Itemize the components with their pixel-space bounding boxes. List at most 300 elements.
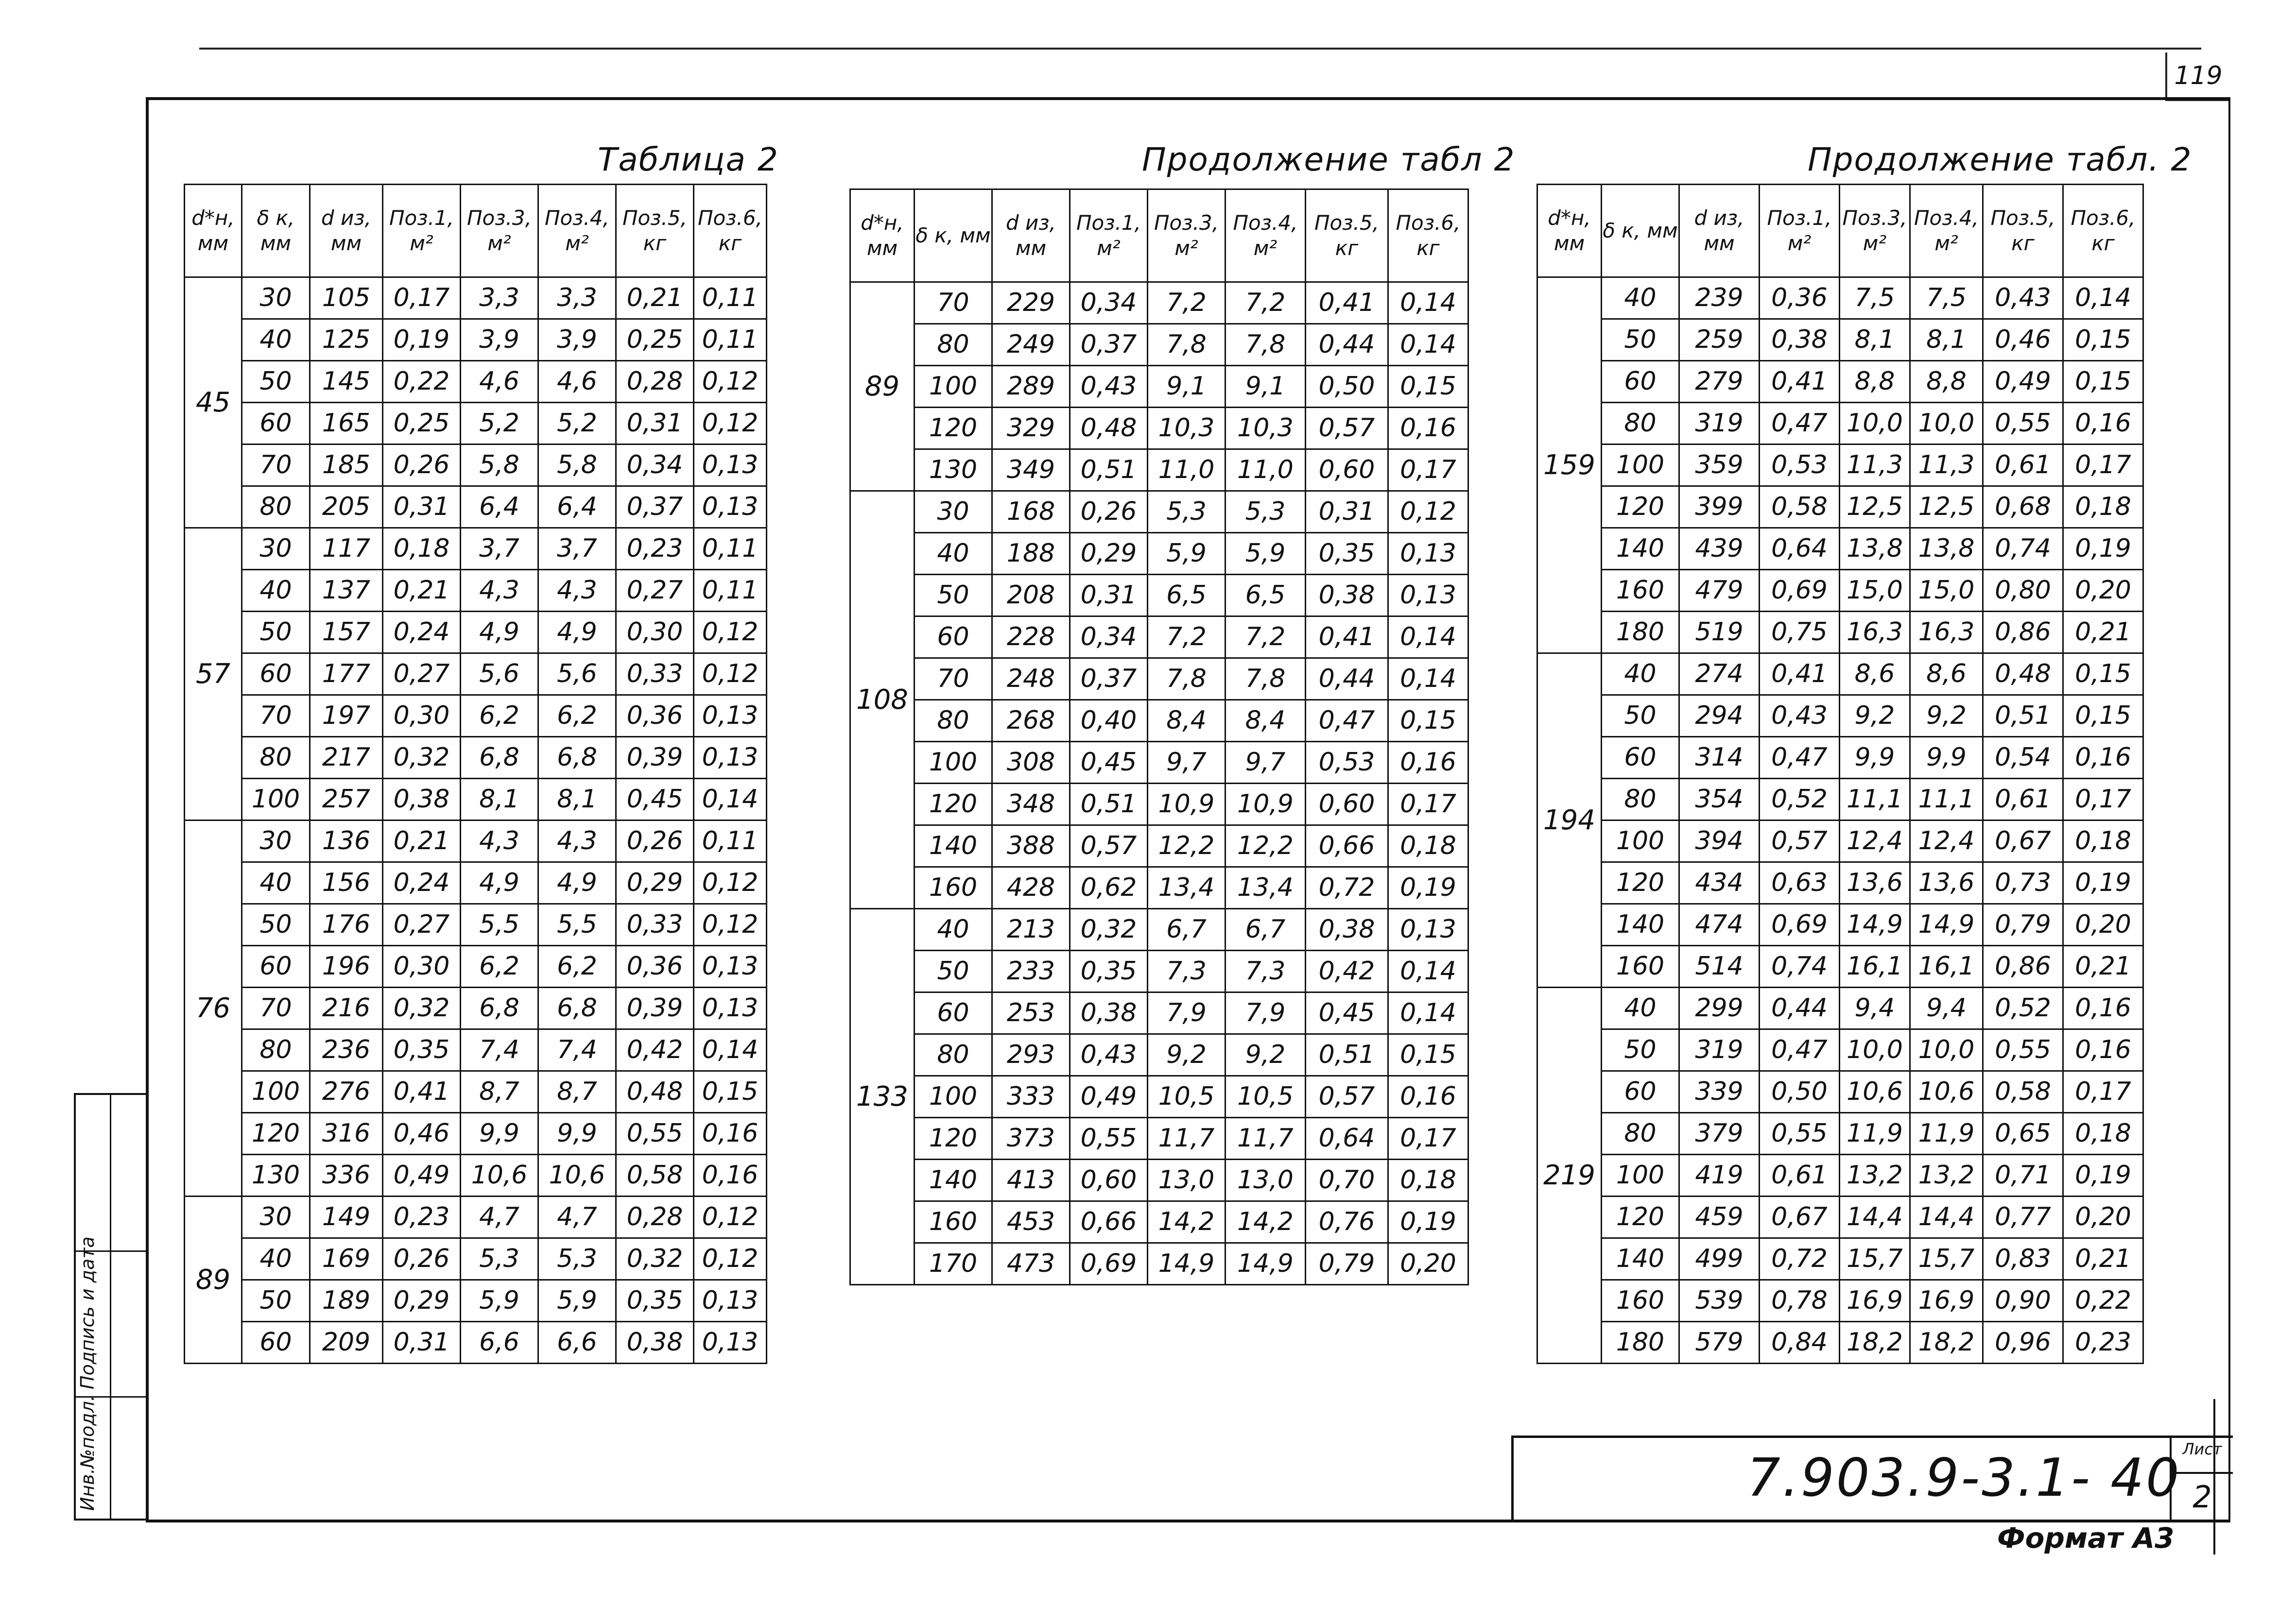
table-row	[850, 491, 1468, 533]
table-cell: 0,41	[383, 1071, 461, 1113]
table-cell: 0,48	[616, 1071, 694, 1113]
table-cell: 354	[1679, 779, 1760, 821]
table-cell: 0,19	[1388, 867, 1468, 909]
table-cell: 0,54	[1983, 737, 2063, 779]
table-cell: 0,45	[1070, 742, 1148, 784]
table-row	[850, 575, 1468, 616]
table-cell: 11,9	[1910, 1113, 1983, 1155]
table-cell: 279	[1679, 361, 1760, 403]
table-cell: 188	[992, 533, 1070, 575]
table-cell: 0,74	[1983, 528, 2063, 570]
table-cell: 316	[310, 1113, 383, 1155]
table-cell: 70	[915, 658, 992, 700]
table-cell: 80	[1602, 403, 1679, 444]
table-cell: 11,0	[1226, 449, 1306, 491]
table-cell: 213	[992, 909, 1070, 951]
table-cell: 0,17	[1388, 784, 1468, 825]
page-number: 119	[2165, 52, 2229, 101]
table-cell: 0,14	[1388, 658, 1468, 700]
table-cell: 0,70	[1306, 1160, 1388, 1201]
table-cell: 100	[1602, 444, 1679, 486]
table-cell: 5,5	[461, 904, 538, 946]
table-cell: 9,7	[1226, 742, 1306, 784]
table-row	[185, 1155, 767, 1197]
table-cell: 5,9	[1226, 533, 1306, 575]
table-cell: 0,23	[616, 528, 694, 570]
table-cell: 0,16	[694, 1155, 767, 1197]
pipe-diameter-cell: 89	[185, 1197, 242, 1364]
table-cell: 10,6	[1910, 1071, 1983, 1113]
table-cell: 10,5	[1148, 1076, 1226, 1118]
table-cell: 0,68	[1983, 486, 2063, 528]
table-cell: 7,8	[1148, 324, 1226, 366]
table-cell: 0,38	[616, 1322, 694, 1364]
table-cell: 0,20	[2063, 1197, 2143, 1238]
table-header-row	[1537, 185, 2143, 277]
table-cell: 5,3	[461, 1238, 538, 1280]
table-cell: 11,0	[1148, 449, 1226, 491]
table-cell: 12,5	[1840, 486, 1910, 528]
table-cell: 6,8	[461, 737, 538, 779]
table-cell: 0,17	[1388, 1118, 1468, 1160]
table-cell: 60	[242, 946, 310, 988]
table-cell: 14,9	[1910, 904, 1983, 946]
table-cell: 9,2	[1910, 695, 1983, 737]
column-header: d из, мм	[992, 189, 1070, 282]
table-row	[185, 612, 767, 653]
table-cell: 50	[1602, 319, 1679, 361]
table-cell: 169	[310, 1238, 383, 1280]
table-cell: 0,57	[1760, 821, 1840, 862]
table-cell: 233	[992, 951, 1070, 992]
table-cell: 9,2	[1148, 1034, 1226, 1076]
table-cell: 0,86	[1983, 946, 2063, 988]
table-cell: 0,51	[1070, 784, 1148, 825]
table-cell: 7,4	[538, 1029, 616, 1071]
pipe-diameter-cell: 159	[1537, 277, 1602, 653]
table-cell: 80	[915, 1034, 992, 1076]
table-cell: 9,7	[1148, 742, 1226, 784]
table-cell: 0,29	[616, 862, 694, 904]
table-cell: 6,4	[461, 486, 538, 528]
table-cell: 0,15	[1388, 366, 1468, 408]
table-cell: 0,13	[694, 695, 767, 737]
table-cell: 0,19	[2063, 528, 2143, 570]
table-cell: 156	[310, 862, 383, 904]
table-row	[850, 366, 1468, 408]
table-cell: 0,67	[1760, 1197, 1840, 1238]
table-cell: 10,3	[1148, 408, 1226, 449]
table-cell: 80	[242, 1029, 310, 1071]
table-cell: 0,36	[616, 695, 694, 737]
table-cell: 0,22	[2063, 1280, 2143, 1322]
table-cell: 13,0	[1226, 1160, 1306, 1201]
column-header: Поз.3, м²	[1148, 189, 1226, 282]
pipe-diameter-cell: 219	[1537, 988, 1602, 1364]
table-cell: 149	[310, 1197, 383, 1238]
table-cell: 0,96	[1983, 1322, 2063, 1364]
table-cell: 0,14	[1388, 616, 1468, 658]
table-cell: 453	[992, 1201, 1070, 1243]
table-cell: 7,2	[1148, 282, 1226, 324]
table-1-title: Таблица 2	[598, 141, 779, 178]
table-cell: 0,12	[694, 1197, 767, 1238]
table-cell: 319	[1679, 1029, 1760, 1071]
table-cell: 0,15	[694, 1071, 767, 1113]
table-row	[185, 403, 767, 444]
table-cell: 0,72	[1760, 1238, 1840, 1280]
table-cell: 8,4	[1148, 700, 1226, 742]
table-cell: 0,44	[1760, 988, 1840, 1029]
table-row	[185, 821, 767, 862]
table-cell: 0,36	[1760, 277, 1840, 319]
table-cell: 0,13	[694, 1322, 767, 1364]
table-cell: 70	[242, 988, 310, 1029]
table-cell: 0,77	[1983, 1197, 2063, 1238]
table-cell: 209	[310, 1322, 383, 1364]
table-cell: 60	[242, 1322, 310, 1364]
table-row	[185, 1113, 767, 1155]
table-cell: 0,60	[1306, 449, 1388, 491]
table-cell: 50	[915, 951, 992, 992]
table-cell: 499	[1679, 1238, 1760, 1280]
table-cell: 0,49	[383, 1155, 461, 1197]
table-row	[185, 862, 767, 904]
table-cell: 11,1	[1840, 779, 1910, 821]
table-cell: 299	[1679, 988, 1760, 1029]
table-row	[850, 1201, 1468, 1243]
column-header: Поз.6, кг	[2063, 185, 2143, 277]
table-row	[1537, 612, 2143, 653]
table-cell: 0,16	[2063, 1029, 2143, 1071]
table-cell: 80	[1602, 779, 1679, 821]
table-cell: 0,60	[1306, 784, 1388, 825]
table-cell: 5,9	[538, 1280, 616, 1322]
table-cell: 6,6	[461, 1322, 538, 1364]
table-cell: 0,43	[1983, 277, 2063, 319]
table-cell: 16,3	[1840, 612, 1910, 653]
column-header: Поз.6, кг	[694, 185, 767, 277]
table-cell: 514	[1679, 946, 1760, 988]
table-cell: 0,37	[616, 486, 694, 528]
table-row	[185, 528, 767, 570]
table-row	[850, 867, 1468, 909]
table-cell: 0,37	[1070, 658, 1148, 700]
table-cell: 40	[1602, 988, 1679, 1029]
table-cell: 10,9	[1148, 784, 1226, 825]
table-cell: 293	[992, 1034, 1070, 1076]
table-cell: 10,5	[1226, 1076, 1306, 1118]
table-cell: 13,0	[1148, 1160, 1226, 1201]
table-cell: 314	[1679, 737, 1760, 779]
table-cell: 0,31	[1306, 491, 1388, 533]
table-cell: 0,28	[616, 361, 694, 403]
table-cell: 3,3	[461, 277, 538, 319]
table-cell: 428	[992, 867, 1070, 909]
table-cell: 100	[1602, 821, 1679, 862]
table-row	[1537, 904, 2143, 946]
table-cell: 11,9	[1840, 1113, 1910, 1155]
table-cell: 0,18	[1388, 825, 1468, 867]
table-row	[185, 486, 767, 528]
table-header-row	[850, 189, 1468, 282]
table-cell: 0,14	[1388, 324, 1468, 366]
table-cell: 0,30	[616, 612, 694, 653]
table-cell: 14,4	[1910, 1197, 1983, 1238]
table-cell: 519	[1679, 612, 1760, 653]
column-header: Поз.3, м²	[461, 185, 538, 277]
table-cell: 13,6	[1840, 862, 1910, 904]
table-cell: 7,9	[1226, 992, 1306, 1034]
table-cell: 0,38	[1306, 909, 1388, 951]
table-cell: 0,51	[1983, 695, 2063, 737]
table-cell: 130	[242, 1155, 310, 1197]
table-cell: 120	[1602, 486, 1679, 528]
table-cell: 0,39	[616, 988, 694, 1029]
table-cell: 0,15	[2063, 653, 2143, 695]
table-cell: 5,3	[1226, 491, 1306, 533]
table-cell: 6,5	[1148, 575, 1226, 616]
table-cell: 0,72	[1306, 867, 1388, 909]
table-row	[850, 616, 1468, 658]
table-cell: 0,16	[1388, 742, 1468, 784]
side-label-signature: Подпись и дата	[77, 1236, 98, 1389]
table-cell: 100	[915, 1076, 992, 1118]
table-cell: 0,14	[694, 1029, 767, 1071]
table-cell: 0,25	[383, 403, 461, 444]
sheet-box	[2170, 1438, 2233, 1521]
table-2-title: Продолжение табл 2	[1142, 141, 1516, 178]
table-cell: 18,2	[1840, 1322, 1910, 1364]
table-cell: 0,21	[616, 277, 694, 319]
table-cell: 0,45	[1306, 992, 1388, 1034]
table-cell: 140	[915, 825, 992, 867]
table-cell: 12,5	[1910, 486, 1983, 528]
column-header: Поз.4, м²	[1226, 189, 1306, 282]
table-cell: 4,3	[461, 570, 538, 612]
table-3	[1536, 184, 2144, 1364]
table-cell: 0,16	[1388, 1076, 1468, 1118]
table-cell: 0,15	[2063, 319, 2143, 361]
table-cell: 3,7	[538, 528, 616, 570]
pipe-diameter-cell: 57	[185, 528, 242, 821]
table-row	[185, 319, 767, 361]
pipe-diameter-cell: 89	[850, 282, 915, 491]
table-cell: 0,31	[383, 1322, 461, 1364]
table-row	[1537, 361, 2143, 403]
table-cell: 15,7	[1840, 1238, 1910, 1280]
table-cell: 0,62	[1070, 867, 1148, 909]
table-cell: 0,12	[1388, 491, 1468, 533]
table-cell: 248	[992, 658, 1070, 700]
table-cell: 5,9	[461, 1280, 538, 1322]
table-cell: 160	[915, 867, 992, 909]
table-cell: 373	[992, 1118, 1070, 1160]
table-cell: 50	[242, 361, 310, 403]
table-cell: 0,55	[1983, 403, 2063, 444]
table-cell: 15,0	[1840, 570, 1910, 612]
right-edge-mark	[2213, 1399, 2215, 1555]
table-cell: 50	[242, 612, 310, 653]
table-cell: 60	[915, 616, 992, 658]
pipe-diameter-cell: 133	[850, 909, 915, 1285]
table-cell: 9,9	[1840, 737, 1910, 779]
table-cell: 0,16	[2063, 737, 2143, 779]
table-cell: 10,6	[461, 1155, 538, 1197]
table-cell: 257	[310, 779, 383, 821]
table-cell: 176	[310, 904, 383, 946]
table-row	[850, 282, 1468, 324]
table-cell: 0,13	[1388, 533, 1468, 575]
table-cell: 7,4	[461, 1029, 538, 1071]
table-cell: 0,21	[2063, 1238, 2143, 1280]
table-cell: 16,9	[1840, 1280, 1910, 1322]
table-cell: 168	[992, 491, 1070, 533]
table-cell: 0,80	[1983, 570, 2063, 612]
table-cell: 0,13	[694, 444, 767, 486]
table-cell: 100	[915, 366, 992, 408]
table-cell: 0,41	[1760, 653, 1840, 695]
table-cell: 3,7	[461, 528, 538, 570]
table-cell: 80	[915, 700, 992, 742]
table-cell: 205	[310, 486, 383, 528]
table-cell: 7,5	[1840, 277, 1910, 319]
table-cell: 0,33	[616, 653, 694, 695]
table-cell: 13,6	[1910, 862, 1983, 904]
table-cell: 11,7	[1148, 1118, 1226, 1160]
table-cell: 3,9	[461, 319, 538, 361]
table-cell: 0,67	[1983, 821, 2063, 862]
table-cell: 16,3	[1910, 612, 1983, 653]
pipe-diameter-cell: 45	[185, 277, 242, 528]
table-cell: 0,26	[383, 444, 461, 486]
table-cell: 348	[992, 784, 1070, 825]
table-row	[1537, 1071, 2143, 1113]
table-cell: 0,47	[1760, 737, 1840, 779]
table-cell: 0,30	[383, 946, 461, 988]
table-cell: 339	[1679, 1071, 1760, 1113]
table-cell: 0,15	[1388, 1034, 1468, 1076]
top-rule	[199, 48, 2201, 50]
table-cell: 13,2	[1910, 1155, 1983, 1197]
table-cell: 0,55	[616, 1113, 694, 1155]
table-cell: 0,61	[1983, 444, 2063, 486]
table-cell: 419	[1679, 1155, 1760, 1197]
table-cell: 5,8	[461, 444, 538, 486]
table-cell: 0,50	[1306, 366, 1388, 408]
table-cell: 0,64	[1760, 528, 1840, 570]
table-cell: 8,8	[1840, 361, 1910, 403]
table-row	[850, 658, 1468, 700]
table-cell: 0,18	[383, 528, 461, 570]
table-cell: 14,4	[1840, 1197, 1910, 1238]
column-header: Поз.6, кг	[1388, 189, 1468, 282]
table-cell: 0,47	[1760, 1029, 1840, 1071]
table-cell: 0,12	[694, 862, 767, 904]
table-cell: 0,12	[694, 403, 767, 444]
table-cell: 30	[242, 528, 310, 570]
table-cell: 0,48	[1983, 653, 2063, 695]
table-cell: 6,2	[538, 946, 616, 988]
table-cell: 0,55	[1983, 1029, 2063, 1071]
table-cell: 6,2	[538, 695, 616, 737]
table-cell: 7,9	[1148, 992, 1226, 1034]
table-row	[1537, 1238, 2143, 1280]
table-cell: 0,32	[383, 988, 461, 1029]
table-cell: 0,64	[1306, 1118, 1388, 1160]
table-cell: 0,19	[1388, 1201, 1468, 1243]
table-cell: 0,31	[1070, 575, 1148, 616]
pipe-diameter-cell: 76	[185, 821, 242, 1197]
table-cell: 170	[915, 1243, 992, 1285]
table-cell: 0,65	[1983, 1113, 2063, 1155]
table-row	[1537, 988, 2143, 1029]
table-cell: 0,58	[1760, 486, 1840, 528]
table-row	[1537, 821, 2143, 862]
table-row	[850, 408, 1468, 449]
column-header: Поз.4, м²	[538, 185, 616, 277]
table-cell: 30	[242, 821, 310, 862]
table-cell: 379	[1679, 1113, 1760, 1155]
table-cell: 130	[915, 449, 992, 491]
table-cell: 0,11	[694, 277, 767, 319]
table-cell: 0,79	[1983, 904, 2063, 946]
table-cell: 8,6	[1840, 653, 1910, 695]
table-cell: 12,4	[1910, 821, 1983, 862]
table-cell: 7,8	[1226, 324, 1306, 366]
table-cell: 6,7	[1148, 909, 1226, 951]
table-row	[850, 742, 1468, 784]
table-row	[185, 695, 767, 737]
title-block	[1511, 1436, 2233, 1521]
table-cell: 5,5	[538, 904, 616, 946]
table-cell: 0,51	[1070, 449, 1148, 491]
table-row	[185, 1322, 767, 1364]
column-header: d*н, мм	[1537, 185, 1602, 277]
table-cell: 0,21	[2063, 946, 2143, 988]
table-cell: 0,58	[616, 1155, 694, 1197]
table-cell: 0,61	[1760, 1155, 1840, 1197]
table-cell: 6,2	[461, 695, 538, 737]
table-row	[1537, 570, 2143, 612]
table-cell: 10,6	[538, 1155, 616, 1197]
table-cell: 208	[992, 575, 1070, 616]
table-cell: 479	[1679, 570, 1760, 612]
table-cell: 0,40	[1070, 700, 1148, 742]
table-cell: 30	[915, 491, 992, 533]
table-cell: 196	[310, 946, 383, 988]
table-cell: 474	[1679, 904, 1760, 946]
table-row	[185, 737, 767, 779]
table-cell: 359	[1679, 444, 1760, 486]
table-cell: 6,6	[538, 1322, 616, 1364]
table-cell: 10,0	[1910, 403, 1983, 444]
table-cell: 40	[242, 570, 310, 612]
table-cell: 0,41	[1306, 616, 1388, 658]
table-cell: 0,15	[1388, 700, 1468, 742]
table-cell: 0,26	[1070, 491, 1148, 533]
table-cell: 439	[1679, 528, 1760, 570]
table-cell: 473	[992, 1243, 1070, 1285]
table-cell: 0,34	[1070, 282, 1148, 324]
table-cell: 0,13	[1388, 575, 1468, 616]
table-cell: 10,9	[1226, 784, 1306, 825]
table-cell: 4,3	[538, 570, 616, 612]
table-cell: 100	[1602, 1155, 1679, 1197]
table-cell: 8,4	[1226, 700, 1306, 742]
table-row	[1537, 1197, 2143, 1238]
table-cell: 0,47	[1306, 700, 1388, 742]
